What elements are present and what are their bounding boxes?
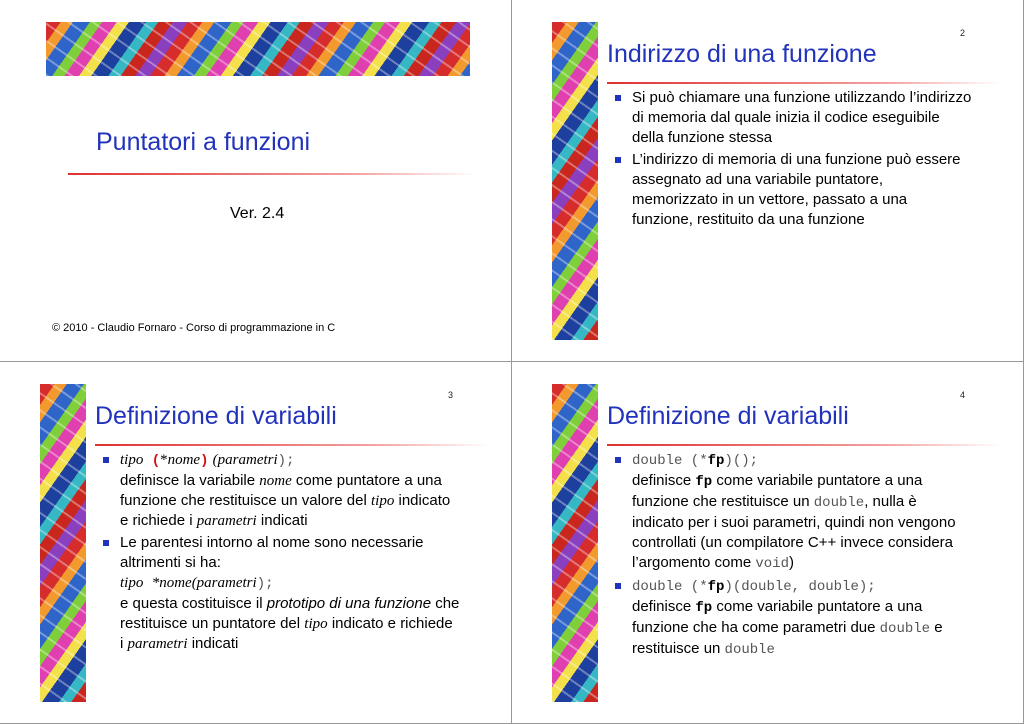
title-underline [95, 444, 490, 446]
text: definisce [632, 598, 692, 615]
decorative-banner [46, 22, 470, 76]
bullet-item [100, 533, 460, 654]
term-double: double [813, 495, 865, 511]
term-parametri: parametri [196, 513, 257, 529]
code-paren: ) [200, 453, 209, 469]
text: indicato e richiede i [120, 492, 451, 529]
copyright-footer: © 2010 - Claudio Fornaro - Corso di programmazione in C [52, 322, 336, 334]
slide-body [100, 450, 460, 656]
term-fp: fp [695, 474, 713, 490]
version-label: Ver. 2.4 [230, 205, 285, 222]
bullet-item: Si può chiamare una funzione utilizzando l’indirizzo di memoria dal quale inizia il codice eseguibile della funzione stessa [612, 88, 972, 148]
code-paren: ( [151, 453, 161, 469]
slide-4 [512, 362, 1023, 723]
code-fp: fp [707, 579, 725, 595]
code: double (* [632, 453, 708, 469]
text: Le parentesi intorno al nome sono necessarie altrimenti si ha: [120, 534, 424, 571]
term-fp: fp [695, 600, 713, 616]
text: e questa costituisce il [120, 595, 263, 612]
decorative-stripe [552, 384, 598, 702]
text: , nulla è indicato per i suoi parametri, quindi non vengono controllati (un compilatore C++ invece considera l’argomento come [632, 493, 956, 571]
slide-body [612, 88, 972, 232]
slide-title: Definizione di variabili [95, 402, 337, 430]
title-underline [607, 444, 1002, 446]
text: e restituisce un [632, 619, 943, 657]
decorative-stripe [552, 22, 598, 340]
term-nome: nome [259, 473, 292, 489]
term-tipo: tipo [370, 493, 395, 509]
slide-title: Indirizzo di una funzione [607, 40, 877, 68]
slide-title: Puntatori a funzioni [96, 128, 311, 156]
slide-title: Definizione di variabili [607, 402, 849, 430]
code-nome: nome [167, 452, 201, 468]
text: indicato e richiede i [120, 615, 453, 652]
page-number: 2 [960, 28, 966, 38]
code-params: (parametri [212, 452, 278, 468]
text: come variabile puntatore a una funzione che ha come parametri due [632, 598, 923, 636]
code-end: ); [256, 576, 274, 592]
slide-2 [512, 0, 1023, 362]
code: )(); [724, 453, 759, 469]
bullet-item [612, 450, 972, 574]
text: indicati [191, 635, 239, 652]
title-underline [607, 82, 1002, 84]
text: ) [789, 554, 795, 571]
bullet-item [612, 576, 972, 660]
code: )(double, double); [724, 579, 876, 595]
code-fp: fp [707, 453, 725, 469]
code-tipo: tipo [120, 452, 144, 468]
term-parametri: parametri [127, 636, 188, 652]
term-void: void [755, 556, 790, 572]
slide-3 [0, 362, 512, 723]
code-end: ); [277, 453, 295, 469]
term-double: double [724, 642, 775, 658]
term-double: double [879, 621, 931, 637]
text: che restituisce un puntatore del [120, 595, 460, 632]
term-tipo: tipo [304, 616, 328, 632]
page-number: 3 [448, 390, 454, 400]
title-underline [68, 173, 478, 175]
page-number: 4 [960, 390, 966, 400]
text: definisce la variabile [120, 472, 256, 489]
term-prototipo: prototipo di una funzione [266, 595, 432, 612]
decorative-stripe [40, 384, 86, 702]
code-tipo: tipo [120, 575, 144, 591]
slide-1 [0, 0, 512, 362]
code-params: (parametri [191, 575, 257, 591]
code: double (* [632, 579, 708, 595]
code-star: * [160, 452, 168, 468]
code-nome: *nome [151, 575, 192, 591]
bullet-item: L’indirizzo di memoria di una funzione può essere assegnato ad una variabile puntatore, memorizzato in un vettore, passato a una funzione, restituito da una funzione [612, 150, 972, 230]
slide-body [612, 450, 972, 662]
text: come variabile puntatore a una funzione che restituisce un [632, 472, 923, 510]
text: indicati [260, 512, 308, 529]
text: come puntatore a una funzione che restituisce un valore del [120, 472, 442, 509]
bullet-item [100, 450, 460, 531]
text: definisce [632, 472, 692, 489]
